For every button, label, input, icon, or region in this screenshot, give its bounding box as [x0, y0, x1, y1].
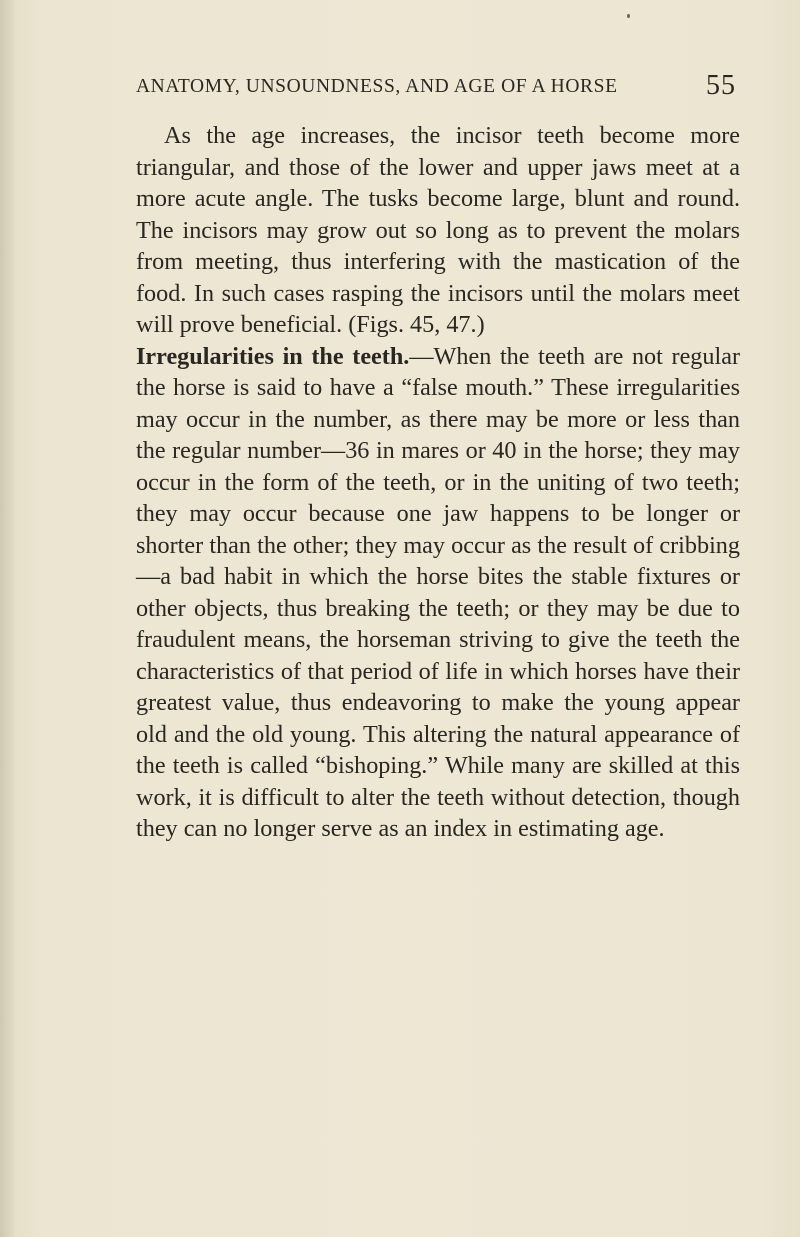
- paragraph-2-text: —When the teeth are not regular the horse is said to have a “false mouth.” These irregularities may occur in the number, as there may be more or less than the regular number—36 in mares or 40 in the horse; they may occur in the form of the teeth, or in the uniting of two teeth; they may occur because one jaw happens to be longer or shorter than the other; they may occur as the result of cribbing—a bad habit in which the horse bites the stable fixtures or other objects, thus breaking the teeth; or they may be due to fraudulent means, the horseman striving to give the teeth the characteristics of that period of life in which horses have their greatest value, thus endeavoring to make the young appear old and the old young. This altering the natural appearance of the teeth is called “bishoping.” While many are skilled at this work, it is difficult to alter the teeth without detection, though they can no longer serve as an index in estimating age.: [136, 342, 740, 842]
- paragraph-irregularities: [136, 341, 740, 845]
- book-page: [136, 70, 740, 842]
- print-speck: [627, 14, 630, 18]
- page-number: 55: [706, 70, 736, 101]
- body-text: [136, 120, 740, 845]
- binding-gutter: [0, 0, 14, 1237]
- section-title: Irregularities in the teeth.: [136, 342, 410, 370]
- paragraph-1-text: As the age increases, the incisor teeth become more triangular, and those of the lower and upper jaws meet at a more acute angle. The tusks become large, blunt and round. The incisors may grow out so long as to prevent the molars from meeting, thus interfering with the mastication of the food. In such cases rasping the incisors until the molars meet will prove beneficial. (Figs. 45, 47.): [136, 122, 740, 338]
- running-head: ANATOMY, UNSOUNDNESS, AND AGE OF A HORSE: [136, 76, 618, 97]
- paragraph-incisors: [136, 120, 740, 341]
- page-header: [136, 70, 740, 110]
